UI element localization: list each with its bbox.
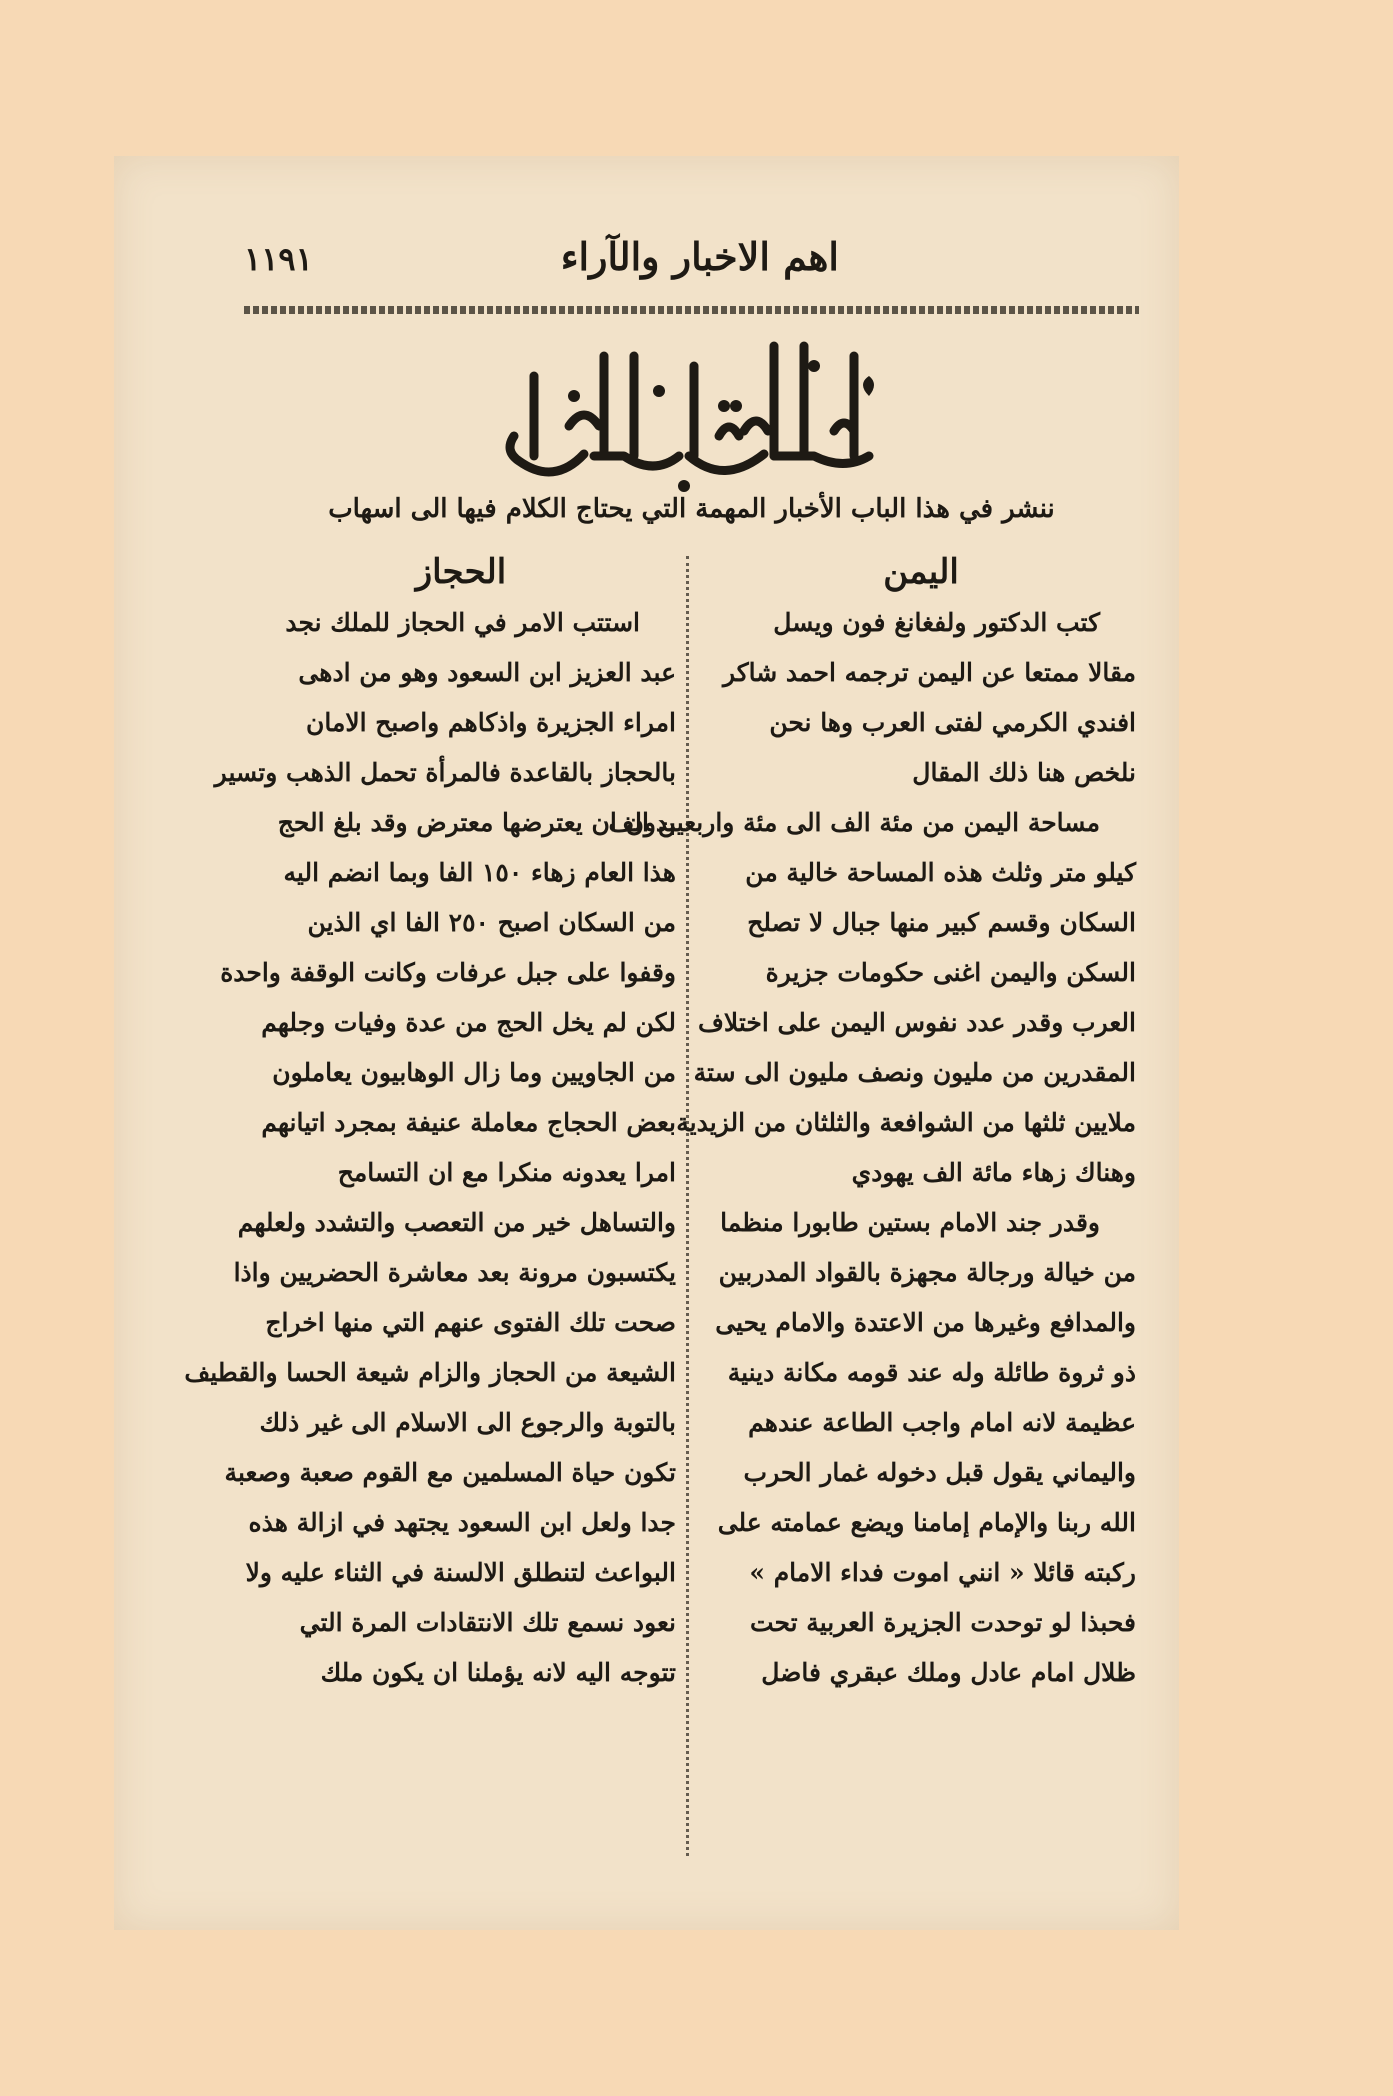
text-line: العرب وقدر عدد نفوس اليمن على اختلاف <box>697 1008 1136 1037</box>
yemen-heading: اليمن <box>883 552 959 592</box>
paragraph <box>706 598 1136 798</box>
text-line: والمدافع وغيرها من الاعتدة والامام يحيى <box>715 1308 1136 1337</box>
column-divider <box>686 556 689 1856</box>
text-line: تكون حياة المسلمين مع القوم صعبة وصعبة <box>224 1458 676 1487</box>
masthead-art <box>474 336 894 496</box>
text-line: والتساهل خير من التعصب والتشدد ولعلهم <box>237 1208 676 1237</box>
text-line: امراء الجزيرة واذكاهم واصبح الامان <box>306 708 676 737</box>
text-line: السكن واليمن اغنى حكومات جزيرة <box>765 958 1136 987</box>
article-columns <box>184 546 1136 1856</box>
text-line: ملايين ثلثها من الشوافعة والثلثان من الزيدية <box>676 1108 1136 1137</box>
text-line: السكان وقسم كبير منها جبال لا تصلح <box>747 908 1136 937</box>
masthead-calligraphy <box>474 336 894 496</box>
text-line: ذو ثروة طائلة وله عند قومه مكانة دينية <box>727 1358 1136 1387</box>
text-line: بدون ان يعترضها معترض وقد بلغ الحج <box>277 808 676 837</box>
text-line: من السكان اصبح ٢٥٠ الفا اي الذين <box>307 908 676 937</box>
yemen-article <box>608 546 1136 1856</box>
text-line: امرا يعدونه منكرا مع ان التسامح <box>337 1158 676 1187</box>
text-line: من خيالة ورجالة مجهزة بالقواد المدربين <box>718 1258 1136 1287</box>
running-header <box>244 234 1139 294</box>
text-line: واليماني يقول قبل دخوله غمار الحرب <box>743 1458 1136 1487</box>
running-title: اهم الاخبار والآراء <box>560 234 839 279</box>
page-number: ١١٩١ <box>244 240 313 278</box>
text-line: مساحة اليمن من مئة الف الى مئة واربعين الف <box>608 808 1100 837</box>
text-line: هذا العام زهاء ١٥٠ الفا وبما انضم اليه <box>283 858 676 887</box>
paragraph <box>706 1198 1136 1698</box>
text-line: البواعث لتنطلق الالسنة في الثناء عليه ولا <box>245 1558 676 1587</box>
hejaz-heading: الحجاز <box>415 552 507 592</box>
text-line: وقدر جند الامام بستين طابورا منظما <box>720 1208 1100 1237</box>
text-line: ركبته قائلا « انني اموت فداء الامام » <box>749 1558 1136 1587</box>
text-line: نلخص هنا ذلك المقال <box>912 758 1136 787</box>
text-line: مقالا ممتعا عن اليمن ترجمه احمد شاكر <box>722 658 1136 687</box>
hejaz-article <box>184 546 676 1856</box>
text-line: استتب الامر في الحجاز للملك نجد <box>285 608 640 637</box>
text-line: وهناك زهاء مائة الف يهودي <box>851 1158 1136 1187</box>
hejaz-body <box>184 598 676 1698</box>
text-line: كيلو متر وثلث هذه المساحة خالية من <box>745 858 1136 887</box>
text-line: بالحجاز بالقاعدة فالمرأة تحمل الذهب وتسير <box>214 758 676 787</box>
text-line: كتب الدكتور ولفغانغ فون ويسل <box>773 608 1100 637</box>
text-line: عظيمة لانه امام واجب الطاعة عندهم <box>748 1408 1136 1437</box>
text-line: وقفوا على جبل عرفات وكانت الوقفة واحدة <box>220 958 676 987</box>
yemen-body <box>608 598 1136 1698</box>
text-line: جدا ولعل ابن السعود يجتهد في ازالة هذه <box>248 1508 676 1537</box>
text-line: ظلال امام عادل وملك عبقري فاضل <box>761 1658 1136 1687</box>
text-line: عبد العزيز ابن السعود وهو من ادهى <box>298 658 676 687</box>
text-line: نعود نسمع تلك الانتقادات المرة التي <box>299 1608 676 1637</box>
text-line: افندي الكرمي لفتى العرب وها نحن <box>769 708 1136 737</box>
text-line: تتوجه اليه لانه يؤملنا ان يكون ملك <box>320 1658 676 1687</box>
text-line: المقدرين من مليون ونصف مليون الى ستة <box>693 1058 1136 1087</box>
text-line: بالتوبة والرجوع الى الاسلام الى غير ذلك <box>259 1408 676 1437</box>
paragraph <box>608 798 1136 1198</box>
text-line: الله ربنا والإمام إمامنا ويضع عمامته على <box>717 1508 1136 1537</box>
section-subtitle: ننشر في هذا الباب الأخبار المهمة التي يحتاج الكلام فيها الى اسهاب <box>328 494 1055 524</box>
paragraph <box>184 598 676 1698</box>
text-line: صحت تلك الفتوى عنهم التي منها اخراج <box>265 1308 676 1337</box>
text-line: من الجاويين وما زال الوهابيون يعاملون <box>272 1058 676 1087</box>
text-line: يكتسبون مرونة بعد معاشرة الحضريين واذا <box>233 1258 676 1287</box>
magazine-page <box>114 156 1179 1930</box>
header-rule <box>244 306 1139 314</box>
text-line: بعض الحجاج معاملة عنيفة بمجرد اتيانهم <box>261 1108 676 1137</box>
text-line: الشيعة من الحجاز والزام شيعة الحسا والقطيف <box>184 1358 676 1387</box>
text-line: فحبذا لو توحدت الجزيرة العربية تحت <box>749 1608 1136 1637</box>
text-line: لكن لم يخل الحج من عدة وفيات وجلهم <box>261 1008 676 1037</box>
